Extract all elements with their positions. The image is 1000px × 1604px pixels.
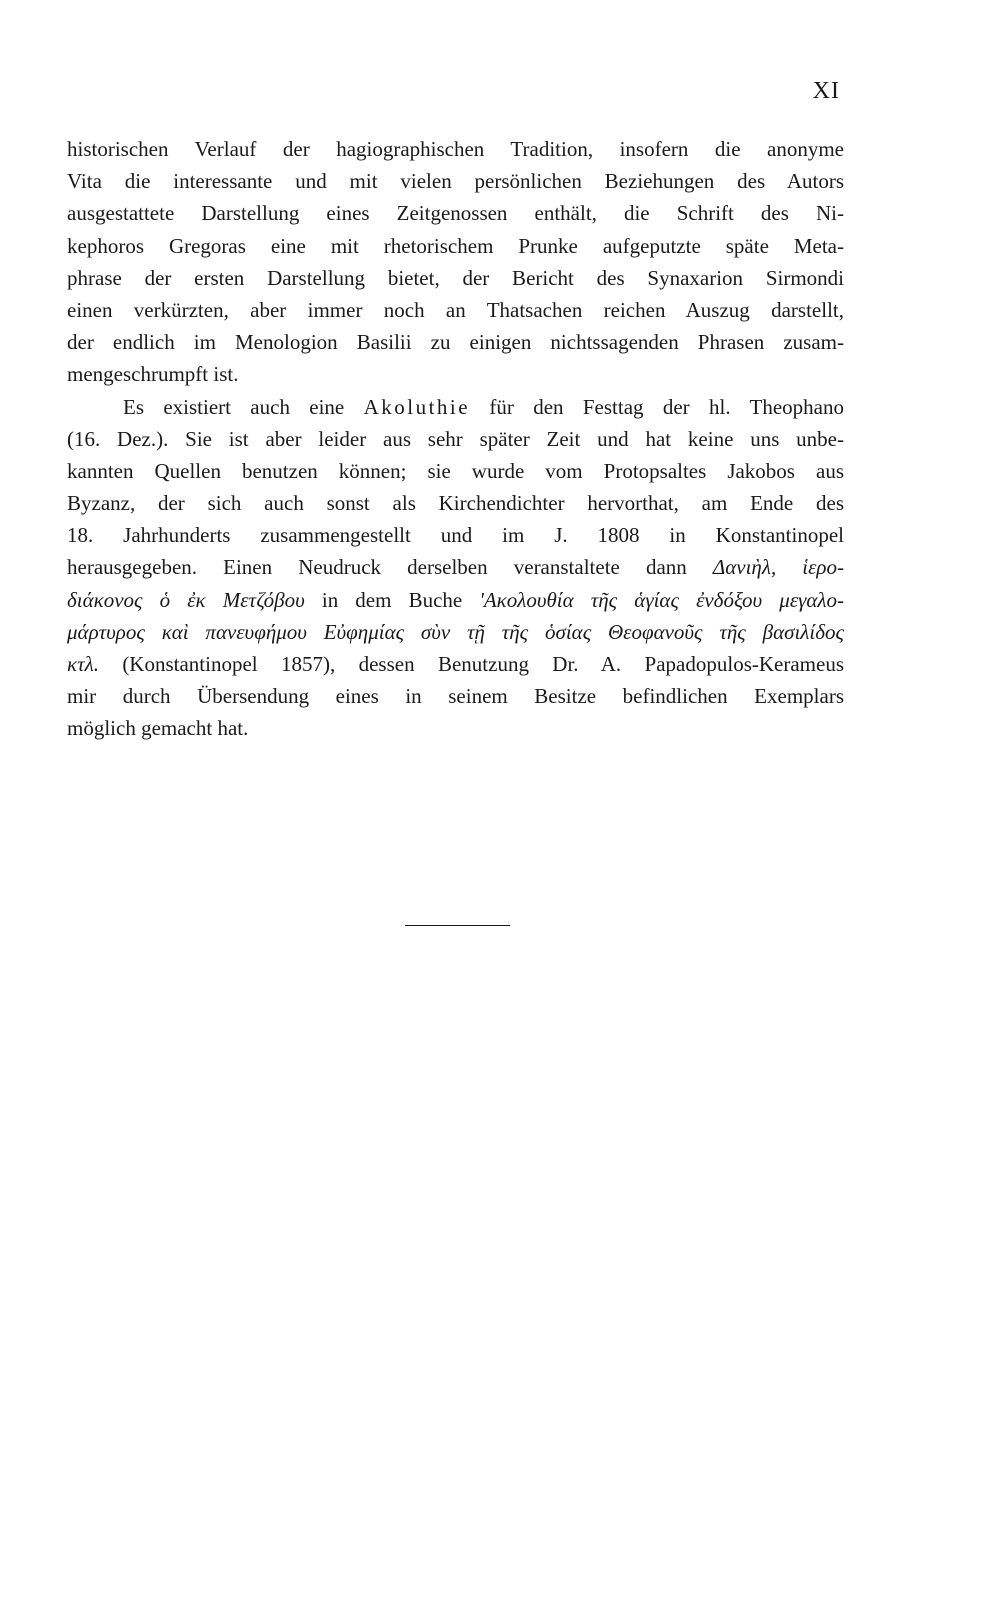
- section-divider: [405, 925, 510, 926]
- text-line: [67, 648, 844, 680]
- text-run: für den Festtag der hl. Theophano: [470, 394, 844, 419]
- text-line: (16. Dez.). Sie ist aber leider aus sehr später Zeit und hat keine uns unbe-: [67, 426, 844, 451]
- text-line: μάρτυρος καὶ πανευφήμου Εὐφημίας σὺν τῇ τῆς ὁσίας Θεοφανοῦς τῆς βασιλίδος: [67, 619, 844, 644]
- text-line: Vita die interessante und mit vielen persönlichen Beziehungen des Autors: [67, 169, 844, 194]
- text-line: mir durch Übersendung eines in seinem Besitze befindlichen Exemplars: [67, 684, 844, 709]
- text-run: (Konstantinopel 1857), dessen Benutzung Dr. A. Papadopulos-Kerameus: [98, 652, 844, 676]
- text-line: kephoros Gregoras eine mit rhetorischem Prunke aufgeputzte späte Meta-: [67, 233, 844, 258]
- text-run: herausgegeben. Einen Neudruck derselben veranstaltete dann: [67, 555, 713, 580]
- text-line: mengeschrumpft ist.: [67, 362, 239, 387]
- text-line: 18. Jahrhunderts zusammengestellt und im J. 1808 in Konstantinopel: [67, 523, 844, 548]
- page-number: XI: [812, 78, 840, 104]
- text-line: historischen Verlauf der hagiographischen Tradition, insofern die anonyme: [67, 137, 844, 161]
- text-line: phrase der ersten Darstellung bietet, der Bericht des Synaxarion Sirmondi: [67, 265, 844, 290]
- greek-run: κτλ.: [67, 652, 99, 676]
- text-line: möglich gemacht hat.: [67, 716, 249, 741]
- text-line: [67, 551, 844, 583]
- spaced-term: Akoluthie: [363, 394, 471, 419]
- body-text: [67, 133, 844, 745]
- text-run: Es existiert auch eine: [123, 394, 364, 419]
- text-line: Byzanz, der sich auch sonst als Kirchendichter hervorthat, am Ende des: [67, 491, 844, 516]
- greek-run: 'Ακολουθία τῆς ἁγίας ἐνδόξου μεγαλο-: [479, 587, 845, 612]
- text-line: einen verkürzten, aber immer noch an Thatsachen reichen Auszug darstellt,: [67, 297, 844, 322]
- text-line: kannten Quellen benutzen können; sie wurde vom Protopsaltes Jakobos aus: [67, 458, 844, 483]
- text-line: ausgestattete Darstellung eines Zeitgenossen enthält, die Schrift des Ni-: [67, 201, 844, 226]
- text-run: in dem Buche: [304, 587, 480, 612]
- text-line: [67, 584, 844, 616]
- greek-run: Δανιὴλ, ἱερο-: [712, 555, 844, 580]
- text-line: [67, 391, 844, 423]
- greek-run: διάκονος ὁ ἐκ Μετζόβου: [67, 587, 305, 612]
- text-line: der endlich im Menologion Basilii zu einigen nichtssagenden Phrasen zusam-: [67, 330, 844, 355]
